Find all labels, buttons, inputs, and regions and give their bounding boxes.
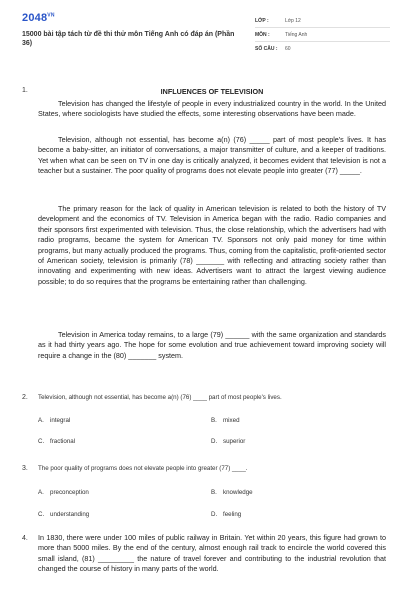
option-text: preconception: [50, 489, 89, 496]
option-letter: D.: [211, 438, 218, 445]
option-letter: A.: [38, 489, 44, 496]
passage-paragraph: The primary reason for the lack of quality in American television is related to both the history of TV development and the economics of TV. Television in America began with the radio. Radio companies and their sponsors first experimented with television. Thus, the close relationship, which the advertisers had with radio programs, became the system for American TV. Sponsors not only paid money for time within programs, but many actually produced the programs. Thus, coming from the capitalistic, profit-oriented sector of American society, television is primarily (78) _______ with reflecting and attracting society rather than innovating and experimenting with new ideas. Advertisers want to attract the largest viewing audience possible; to do so requires that the programs be entertaining rather than challenging.: [38, 204, 386, 286]
meta-key: MÔN :: [255, 32, 270, 38]
meta-class: [255, 18, 301, 24]
option-text: feeling: [223, 511, 242, 518]
option-text: superior: [223, 438, 246, 445]
meta-key: SỐ CÂU :: [255, 46, 278, 52]
passage-paragraph: Television has changed the lifestyle of people in every industrialized country in the world. In the United States, where sociologists have studied the effects, some interesting observations have been made.: [38, 99, 386, 119]
option-d[interactable]: [211, 511, 241, 518]
passage-title: INFLUENCES OF TELEVISION: [160, 87, 264, 96]
option-letter: C.: [38, 438, 45, 445]
divider: [255, 27, 390, 28]
option-d[interactable]: [211, 438, 245, 445]
option-a[interactable]: [38, 417, 70, 424]
option-letter: B.: [211, 417, 217, 424]
option-text: fractional: [50, 438, 76, 445]
question-text: Television, although not essential, has become a(n) (76) ____ part of most people's lives.: [38, 394, 282, 401]
option-a[interactable]: [38, 489, 89, 496]
option-c[interactable]: [38, 438, 75, 445]
question-passage: In 1830, there were under 100 miles of public railway in Britain. Yet within 20 years, this figure had grown to more than 5000 miles. By the end of the century, almost enough rail track to encircle the world covered this small island, (81) _________ the nature of travel forever and contributing to the industrial revolution that changed the course of history in many parts of the world.: [38, 533, 386, 574]
option-text: mixed: [223, 417, 240, 424]
option-text: integral: [50, 417, 71, 424]
question-number: 3.: [22, 465, 28, 472]
option-text: knowledge: [223, 489, 253, 496]
option-c[interactable]: [38, 511, 89, 518]
option-letter: C.: [38, 511, 45, 518]
logo-text: 2048: [22, 12, 48, 24]
meta-subject: [255, 32, 307, 38]
option-b[interactable]: [211, 417, 240, 424]
question-number: 4.: [22, 535, 28, 542]
meta-key: LỚP :: [255, 18, 269, 24]
option-b[interactable]: [211, 489, 253, 496]
document-title: 15000 bài tập tách từ đề thi thử môn Tiếng Anh có đáp án (Phần 36): [22, 31, 235, 47]
option-letter: B.: [211, 489, 217, 496]
question-text: The poor quality of programs does not elevate people into greater (77) ____.: [38, 465, 248, 472]
passage-paragraph: Television, although not essential, has become a(n) (76) _____ part of most people's lives. It has become a baby-sitter, an initiator of conversations, a major transmitter of culture, and a keeper of traditions. Yet when what can be seen on TV in one day is critically analyzed, it becomes evident that television is not a teacher but a sustainer. The poor quality of programs does not elevate people into greater (77) _____.: [38, 135, 386, 176]
divider: [255, 41, 390, 42]
meta-count: [255, 46, 291, 52]
question-number: 2.: [22, 394, 28, 401]
meta-value: 60: [285, 46, 291, 52]
option-text: understanding: [50, 511, 90, 518]
passage-paragraph: Television in America today remains, to a large (79) ______ with the same organization and standards as it had thirty years ago. The hope for some evolution and true achievement toward improving society will require a change in the (80) _______ system.: [38, 330, 386, 360]
meta-value: Lớp 12: [285, 18, 301, 24]
site-logo[interactable]: [22, 12, 55, 24]
meta-value: Tiếng Anh: [285, 32, 308, 38]
option-letter: A.: [38, 417, 44, 424]
option-letter: D.: [211, 511, 218, 518]
question-number: 1.: [22, 87, 28, 94]
logo-suffix: VN: [47, 12, 55, 19]
